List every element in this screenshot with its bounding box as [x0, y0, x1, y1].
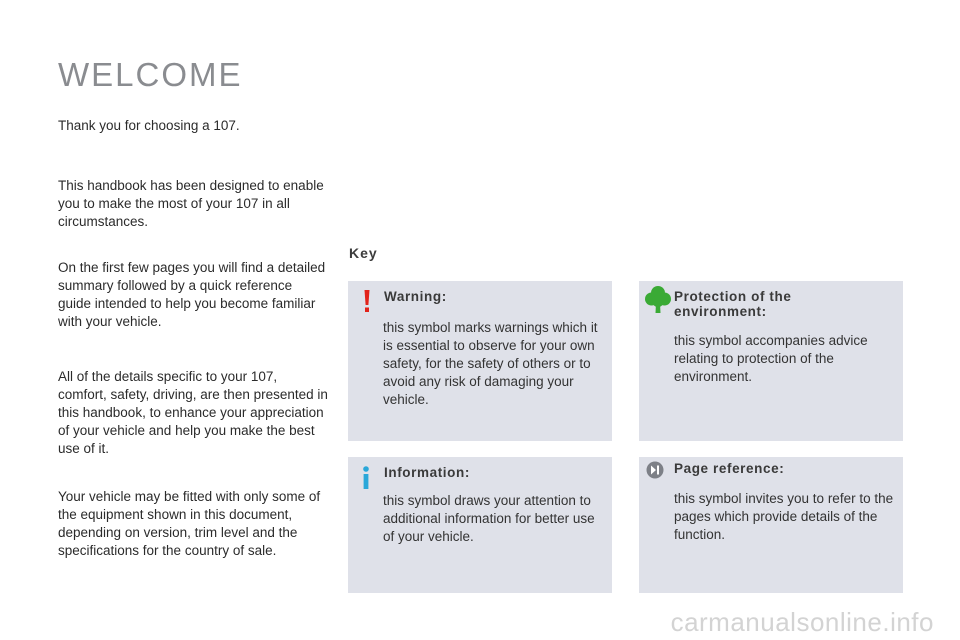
warning-card [348, 281, 612, 441]
warning-title: Warning: [384, 289, 447, 304]
info-icon [361, 466, 371, 490]
warning-body: this symbol marks warnings which it is essential to observe for your own safety, for the safety of others or to avoid any risk of damaging your vehicle. [383, 320, 598, 407]
information-title: Information: [384, 465, 470, 480]
equipment-paragraph: Your vehicle may be fitted with only some of the equipment shown in this document, depending on version, trim level and the specifications for the country of sale. [58, 489, 321, 558]
intro-paragraph: Thank you for choosing a 107. [58, 118, 240, 133]
environment-card [639, 281, 903, 441]
summary-paragraph: On the first few pages you will find a detailed summary followed by a quick reference guide intended to help you become familiar with your vehicle. [58, 260, 326, 329]
page-reference-icon [646, 461, 664, 479]
tree-icon [645, 285, 671, 315]
page-title: WELCOME [58, 56, 243, 93]
details-paragraph: All of the details specific to your 107, comfort, safety, driving, are then presented in this handbook, to enhance your appreciation of your vehicle and help you make the best use of it. [58, 369, 328, 456]
information-card [348, 457, 612, 593]
information-body: this symbol draws your attention to additional information for better use of your vehicle. [383, 493, 595, 544]
exclamation-icon [362, 290, 372, 314]
key-heading: Key [349, 245, 378, 261]
page-reference-title: Page reference: [674, 461, 785, 476]
page-reference-card [639, 457, 903, 593]
environment-title: Protection of the environment: [674, 289, 792, 319]
page-reference-body: this symbol invites you to refer to the pages which provide details of the function. [674, 491, 894, 542]
handbook-paragraph: This handbook has been designed to enable you to make the most of your 107 in all circumstances. [58, 178, 324, 229]
environment-body: this symbol accompanies advice relating to protection of the environment. [674, 333, 868, 384]
watermark: carmanualsonline.info [670, 607, 934, 637]
